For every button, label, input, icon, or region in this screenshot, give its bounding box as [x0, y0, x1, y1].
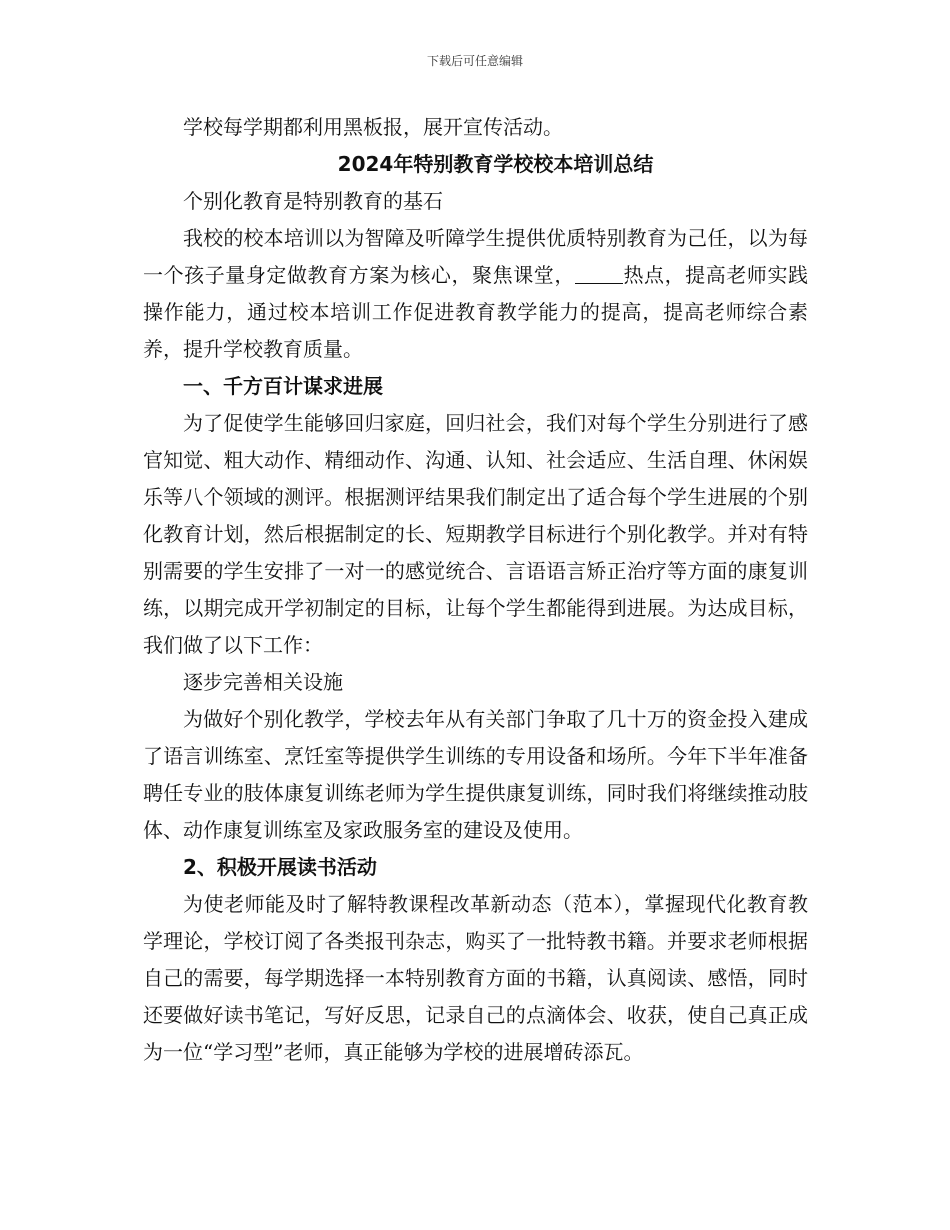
paragraph-facilities-heading: 逐步完善相关设施 — [183, 670, 343, 694]
section-heading-2: 2、积极开展读书活动 — [183, 855, 377, 879]
paragraph-subtitle: 个别化教育是特别教育的基石 — [183, 189, 443, 213]
paragraph-overview-part1: 我校的校本培训以为智障及听障学生提供优质特别教育为己任，以为每一个孩子量身定做教育方案为核心，聚焦课堂， — [143, 226, 808, 287]
document-body — [143, 109, 808, 1071]
page-header: 下载后可任意编辑 — [426, 54, 523, 68]
section-heading-1: 一、千方百计谋求进展 — [183, 374, 383, 398]
paragraph-overview — [143, 220, 808, 368]
paragraph-assessment: 为了促使学生能够回归家庭，回归社会，我们对每个学生分别进行了感官知觉、粗大动作、精细动作、沟通、认知、社会适应、生活自理、休闲娱乐等八个领域的测评。根据测评结果我们制定出了适合每个学生进展的个别化教育计划，然后根据制定的长、短期教学目标进行个别化教学。并对有特别需要的学生安排了一对一的感觉统合、言语语言矫正治疗等方面的康复训练，以期完成开学初制定的目标，让每个学生都能得到进展。为达成目标，我们做了以下工作： — [143, 411, 808, 657]
paragraph-facilities: 为做好个别化教学，学校去年从有关部门争取了几十万的资金投入建成了语言训练室、烹饪室等提供学生训练的专用设备和场所。今年下半年准备聘任专业的肢体康复训练老师为学生提供康复训练，同时我们将继续推动肢体、动作康复训练室及家政服务室的建设及使用。 — [143, 707, 808, 842]
blank-underline — [575, 263, 623, 284]
paragraph-intro: 学校每学期都利用黑板报，展开宣传活动。 — [183, 115, 563, 139]
document-title: 2024年特别教育学校校本培训总结 — [337, 152, 654, 176]
paragraph-reading: 为使老师能及时了解特教课程改革新动态（范本），掌握现代化教育教学理论，学校订阅了各类报刊杂志，购买了一批特教书籍。并要求老师根据自己的需要，每学期选择一本特别教育方面的书籍，认真阅读、感悟，同时还要做好读书笔记，写好反思，记录自己的点滴体会、收获，使自己真正成为一位“学习型”老师，真正能够为学校的进展增砖添瓦。 — [143, 892, 808, 1064]
paragraph-overview-part2: 热点，提高老师实践操作能力，通过校本培训工作促进教育教学能力的提高，提高老师综合素养，提升学校教育质量。 — [143, 263, 809, 361]
